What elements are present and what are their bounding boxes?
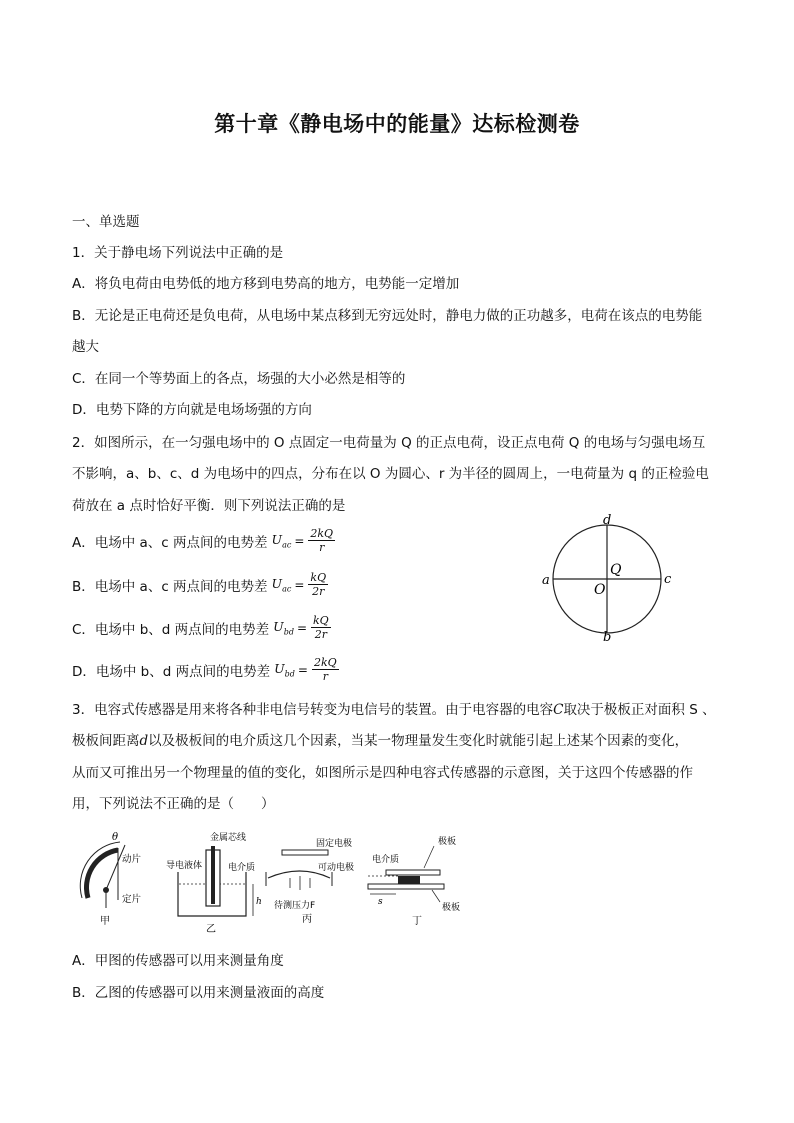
- equals-sign: =: [296, 620, 308, 635]
- bing-caption: 丙: [302, 914, 312, 925]
- yi-liquid-label: 导电液体: [166, 861, 203, 871]
- denominator: 2r: [312, 585, 325, 598]
- q3-stem-line4: 用，下列说法不正确的是（ ）: [72, 796, 275, 812]
- sensor-bing: [266, 837, 354, 925]
- q3-stem-part4: 以及极板间的电介质这几个因素，当某一物理量发生变化时就能引起上述某个因素的变化，: [148, 733, 689, 749]
- ding-lower-plate: [368, 884, 444, 889]
- numerator: 2kQ: [313, 656, 337, 669]
- q3-sensor-figures: [68, 828, 468, 938]
- equals-sign: =: [297, 662, 308, 677]
- label-Q: Q: [610, 562, 622, 578]
- q2-option-c-sub: bd: [283, 627, 294, 637]
- denominator: r: [322, 670, 328, 683]
- denominator: r: [319, 541, 325, 554]
- q2-stem-line3: 荷放在 a 点时恰好平衡．则下列说法正确的是: [72, 498, 346, 514]
- ding-plate-label-bottom: 极板: [442, 903, 461, 913]
- numerator: kQ: [310, 571, 327, 584]
- ding-dielectric-label: 电介质: [372, 855, 400, 865]
- q1-option-a: A．将负电荷由电势低的地方移到电势高的地方，电势能一定增加: [72, 276, 460, 292]
- numerator: 2kQ: [310, 527, 334, 540]
- q2-stem-line1: 2．如图所示，在一匀强电场中的 O 点固定一电荷量为 Q 的正点电荷，设正点电荷 Q 的电场与匀强电场互: [72, 435, 706, 451]
- q3-stem-part3: 极板间距离: [72, 733, 140, 749]
- ding-s: s: [378, 897, 383, 907]
- q2-circle-figure: [540, 513, 672, 645]
- q2-option-d-text: D．电场中 b、d 两点间的电势差: [72, 663, 271, 680]
- label-d: d: [603, 513, 612, 528]
- q2-option-d: [72, 656, 339, 683]
- bing-fixed-label: 固定电极: [316, 839, 353, 849]
- q1-option-d: D．电势下降的方向就是电场场强的方向: [72, 402, 312, 418]
- sensor-ding: [368, 835, 460, 927]
- yi-caption: 乙: [206, 924, 216, 935]
- equals-sign: =: [294, 533, 305, 548]
- q2-option-b-sub: ac: [282, 584, 292, 594]
- q2-option-d-symbol: [274, 661, 295, 679]
- sensor-jia: [80, 832, 141, 927]
- yi-h: h: [256, 897, 262, 907]
- ding-leader-bottom: [432, 890, 440, 902]
- q2-option-c-symbol: [273, 619, 294, 637]
- q2-option-c: [72, 614, 331, 641]
- q3-symbol-C: C: [553, 702, 564, 718]
- q3-stem-part1: 3．电容式传感器是用来将各种非电信号转变为电信号的装置。由于电容器的电容: [72, 702, 554, 718]
- bing-fixed-plate: [282, 850, 328, 855]
- jia-theta: θ: [112, 832, 119, 843]
- q3-option-a: A．甲图的传感器可以用来测量角度: [72, 953, 284, 969]
- ding-caption: 丁: [412, 916, 422, 927]
- equals-sign: =: [294, 577, 305, 592]
- q3-stem-line2: [72, 731, 688, 751]
- q2-stem-line2: 不影响，a、b、c、d 为电场中的四点，分布在以 O 为圆心、r 为半径的圆周上，一电荷量为 q 的正检验电: [72, 466, 709, 482]
- section-heading: 一、单选题: [72, 214, 140, 230]
- q3-stem-line1: [72, 700, 716, 720]
- q2-option-c-fraction: [311, 614, 331, 641]
- page-title: 第十章《静电场中的能量》达标检测卷: [214, 112, 580, 136]
- denominator: 2r: [314, 628, 327, 641]
- q3-option-b: B．乙图的传感器可以用来测量液面的高度: [72, 985, 325, 1001]
- yi-dielectric-label: 电介质: [228, 863, 256, 873]
- label-c: c: [664, 572, 672, 587]
- q2-option-b: [72, 571, 328, 598]
- q2-option-d-u: U: [274, 660, 285, 676]
- jia-caption: 甲: [100, 916, 110, 927]
- q2-option-a-symbol: [272, 532, 292, 550]
- numerator: kQ: [313, 614, 329, 627]
- ding-dielectric: [398, 876, 420, 884]
- sensor-yi: [166, 831, 262, 935]
- q2-option-b-fraction: [308, 571, 328, 598]
- q2-option-d-fraction: [312, 656, 339, 683]
- yi-core-label: 金属芯线: [210, 833, 247, 843]
- q2-option-c-text: C．电场中 b、d 两点间的电势差: [72, 621, 270, 638]
- q2-option-d-sub: bd: [284, 669, 295, 679]
- yi-core: [211, 846, 215, 904]
- ding-upper-plate: [386, 870, 440, 875]
- bing-force-label: 待测压力F: [274, 901, 316, 911]
- q1-option-c: C．在同一个等势面上的各点，场强的大小必然是相等的: [72, 371, 406, 387]
- q2-option-a: [72, 527, 335, 554]
- q3-symbol-d: d: [139, 733, 149, 749]
- jia-dingpian: 定片: [122, 894, 142, 905]
- label-O: O: [594, 582, 606, 598]
- ding-leader-top: [424, 846, 434, 868]
- label-b: b: [603, 630, 612, 645]
- q1-option-b-line2: 越大: [72, 339, 99, 355]
- q2-option-b-u: U: [271, 575, 283, 591]
- q3-stem-part2: 取决于极板正对面积 S 、: [563, 702, 716, 718]
- q3-stem-line3: 从而又可推出另一个物理量的值的变化，如图所示是四种电容式传感器的示意图，关于这四个传感器的作: [72, 765, 693, 781]
- label-a: a: [542, 573, 550, 588]
- q2-option-a-text: A．电场中 a、c 两点间的电势差: [72, 534, 268, 551]
- q1-stem: 1．关于静电场下列说法中正确的是: [72, 245, 284, 261]
- q2-option-a-u: U: [271, 531, 283, 547]
- q2-option-b-text: B．电场中 a、c 两点间的电势差: [72, 578, 268, 595]
- q2-option-b-symbol: [272, 576, 292, 594]
- ding-plate-label-top: 极板: [438, 837, 457, 847]
- q2-option-c-u: U: [273, 618, 284, 634]
- jia-dongpian: 动片: [122, 854, 142, 865]
- q1-option-b-line1: B．无论是正电荷还是负电荷，从电场中某点移到无穷远处时，静电力做的正功越多，电荷在该点的电势能: [72, 308, 703, 324]
- q2-option-a-fraction: [308, 527, 335, 554]
- bing-movable-label: 可动电极: [318, 863, 355, 873]
- q2-option-a-sub: ac: [282, 540, 292, 550]
